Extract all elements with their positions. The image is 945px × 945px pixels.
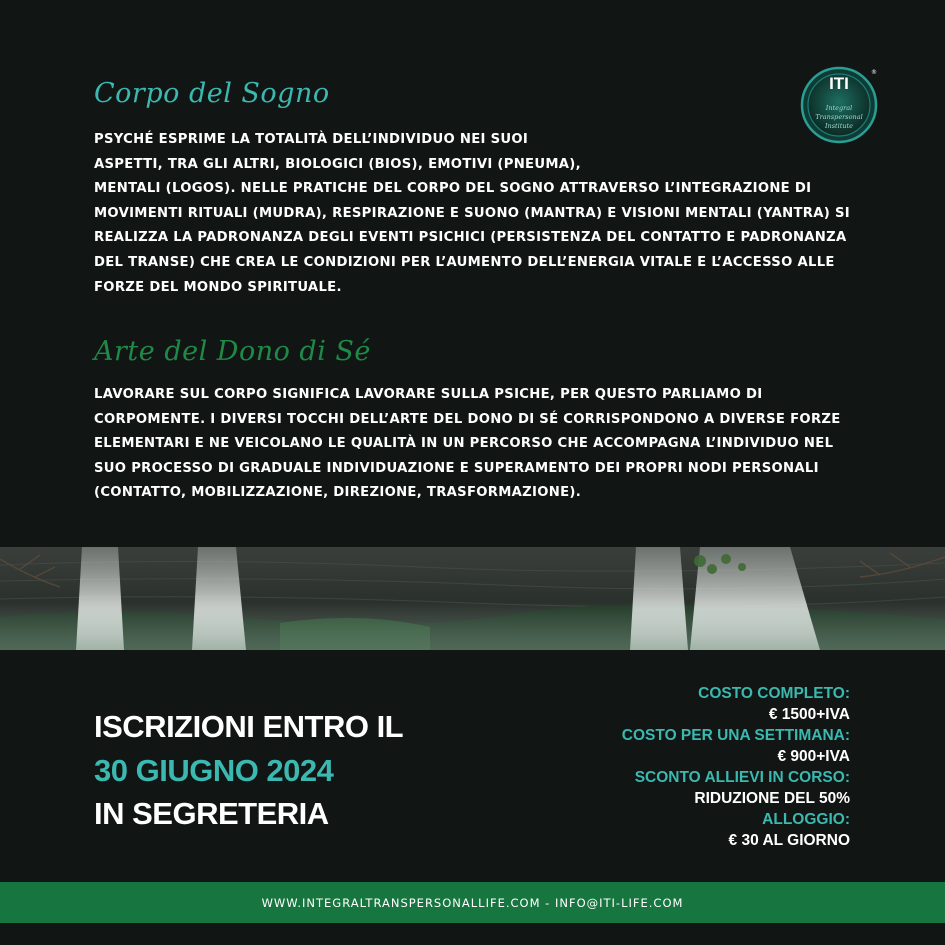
paragraph-line: (CONTATTO, MOBILIZZAZIONE, DIREZIONE, TRASFORMAZIONE). [94,485,582,501]
paragraph-line: PSYCHÉ ESPRIME LA TOTALITÀ DELL’INDIVIDUO NEI SUOI [94,132,529,147]
iti-logo [800,66,878,144]
price-list [622,683,850,851]
svg-text:Institute: Institute [824,122,854,130]
paragraph-line: DEL TRANSE) CHE CREA LE CONDIZIONI PER L’AUMENTO DELL’ENERGIA VITALE E L’ACCESSO ALLE [94,254,835,270]
enrollment-line-3: IN SEGRETERIA [94,796,329,831]
paragraph-line: CORPOMENTE. I DIVERSI TOCCHI DELL’ARTE DEL DONO DI SÉ CORRISPONDONO A DIVERSE FORZE [94,411,841,427]
price-label: ALLOGGIO: [762,811,850,828]
paragraph-line: REALIZZA LA PADRONANZA DEGLI EVENTI PSICHICI (PERSISTENZA DEL CONTATTO E PADRONANZA [94,230,847,246]
logo-text: ITI [829,74,849,93]
svg-text:Transpersonal: Transpersonal [815,113,863,121]
section-title-corpo-del-sogno: Corpo del Sogno [94,78,330,109]
paragraph-line: MOVIMENTI RITUALI (MUDRA), RESPIRAZIONE E SUONO (MANTRA) E VISIONI MENTALI (YANTRA) SI [94,205,850,221]
price-value: € 1500+IVA [768,706,850,723]
paragraph-line: FORZE DEL MONDO SPIRITUALE. [94,279,342,295]
section-title-arte-del-dono: Arte del Dono di Sé [94,336,371,367]
footer-contact-link[interactable]: WWW.INTEGRALTRANSPERSONALLIFE.COM - INFO@ITI-LIFE.COM [261,895,684,910]
paragraph-line: SUO PROCESSO DI GRADUALE INDIVIDUAZIONE E SUPERAMENTO DEI PROPRI NODI PERSONALI [94,460,819,476]
paragraph-line: ASPETTI, TRA GLI ALTRI, BIOLOGICI (BIOS), EMOTIVI (PNEUMA), [94,156,581,172]
price-value: RIDUZIONE DEL 50% [694,790,850,807]
price-label: COSTO PER UNA SETTIMANA: [621,727,850,744]
price-label: COSTO COMPLETO: [698,685,850,702]
section-body-arte-del-dono [94,383,854,506]
price-label: SCONTO ALLIEVI IN CORSO: [634,769,850,786]
svg-text:®: ® [871,69,877,76]
svg-text:Integral: Integral [825,104,853,112]
price-value: € 30 AL GIORNO [728,832,850,849]
enrollment-deadline: 30 GIUGNO 2024 [94,753,334,788]
price-value: € 900+IVA [777,748,850,765]
enrollment-line-1: ISCRIZIONI ENTRO IL [94,709,404,744]
waterfall-photo [0,547,945,650]
paragraph-line: ELEMENTARI E NE VEICOLANO LE QUALITÀ IN UN PERCORSO CHE ACCOMPAGNA L’INDIVIDUO NEL [94,436,834,452]
footer-bar [0,882,945,923]
paragraph-line: LAVORARE SUL CORPO SIGNIFICA LAVORARE SULLA PSICHE, PER QUESTO PARLIAMO DI [94,387,763,402]
paragraph-line: MENTALI (LOGOS). NELLE PRATICHE DEL CORPO DEL SOGNO ATTRAVERSO L’INTEGRAZIONE DI [94,181,812,197]
section-body-corpo-del-sogno [94,128,854,300]
